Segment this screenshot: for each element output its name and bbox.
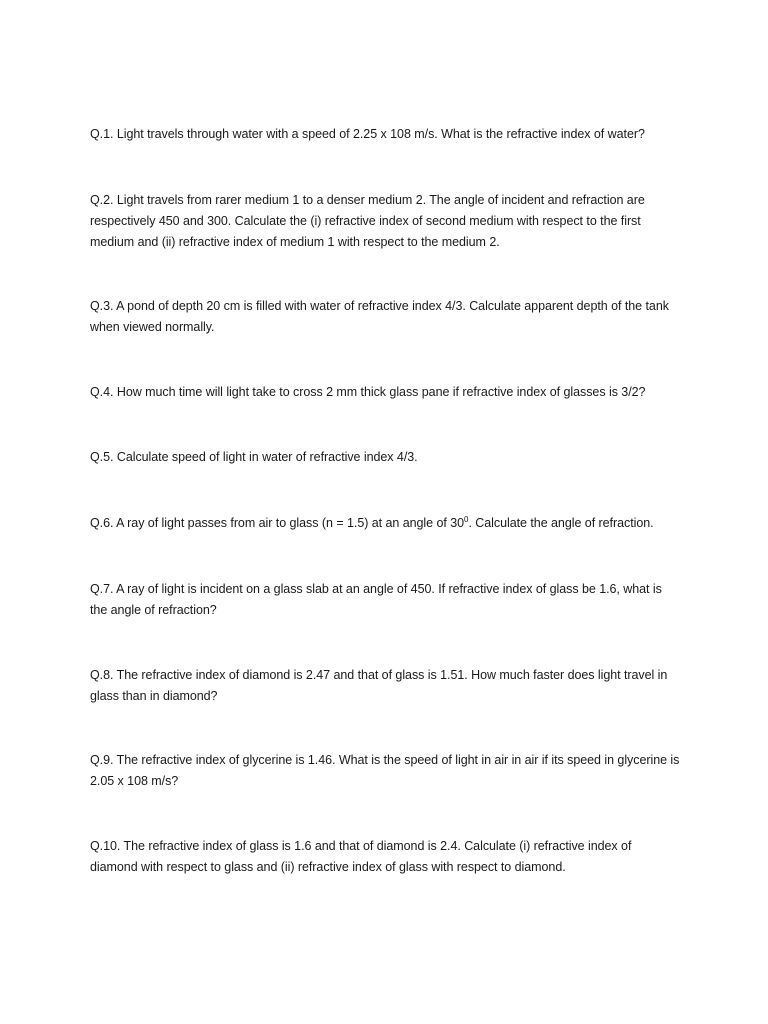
question-5: Q.5. Calculate speed of light in water of refractive index 4/3. (90, 450, 418, 464)
question-3: Q.3. A pond of depth 20 cm is filled with water of refractive index 4/3. Calculate apparent depth of the tank when viewed normally. (90, 299, 669, 334)
question-1: Q.1. Light travels through water with a speed of 2.25 x 108 m/s. What is the refractive index of water? (90, 127, 645, 141)
degree-superscript: 0 (464, 514, 469, 524)
question-6 (90, 513, 680, 534)
question-4: Q.4. How much time will light take to cross 2 mm thick glass pane if refractive index of glasses is 3/2? (90, 385, 646, 399)
question-2: Q.2. Light travels from rarer medium 1 to a denser medium 2. The angle of incident and refraction are respectively 450 and 300. Calculate the (i) refractive index of second medium with respect to the first medium and (ii) refractive index of medium 1 with respect to the medium 2. (90, 193, 645, 249)
question-6-text-end: . Calculate the angle of refraction. (468, 516, 654, 530)
question-7: Q.7. A ray of light is incident on a glass slab at an angle of 450. If refractive index of glass be 1.6, what is the angle of refraction? (90, 582, 662, 617)
question-10: Q.10. The refractive index of glass is 1.6 and that of diamond is 2.4. Calculate (i) refractive index of diamond with respect to glass and (ii) refractive index of glass with respect to diamond. (90, 839, 632, 874)
question-8: Q.8. The refractive index of diamond is 2.47 and that of glass is 1.51. How much faster does light travel in glass than in diamond? (90, 668, 668, 703)
question-9: Q.9. The refractive index of glycerine is 1.46. What is the speed of light in air in air if its speed in glycerine is 2.05 x 108 m/s? (90, 753, 680, 788)
question-6-text-start: Q.6. A ray of light passes from air to glass (n = 1.5) at an angle of 30 (90, 516, 465, 530)
